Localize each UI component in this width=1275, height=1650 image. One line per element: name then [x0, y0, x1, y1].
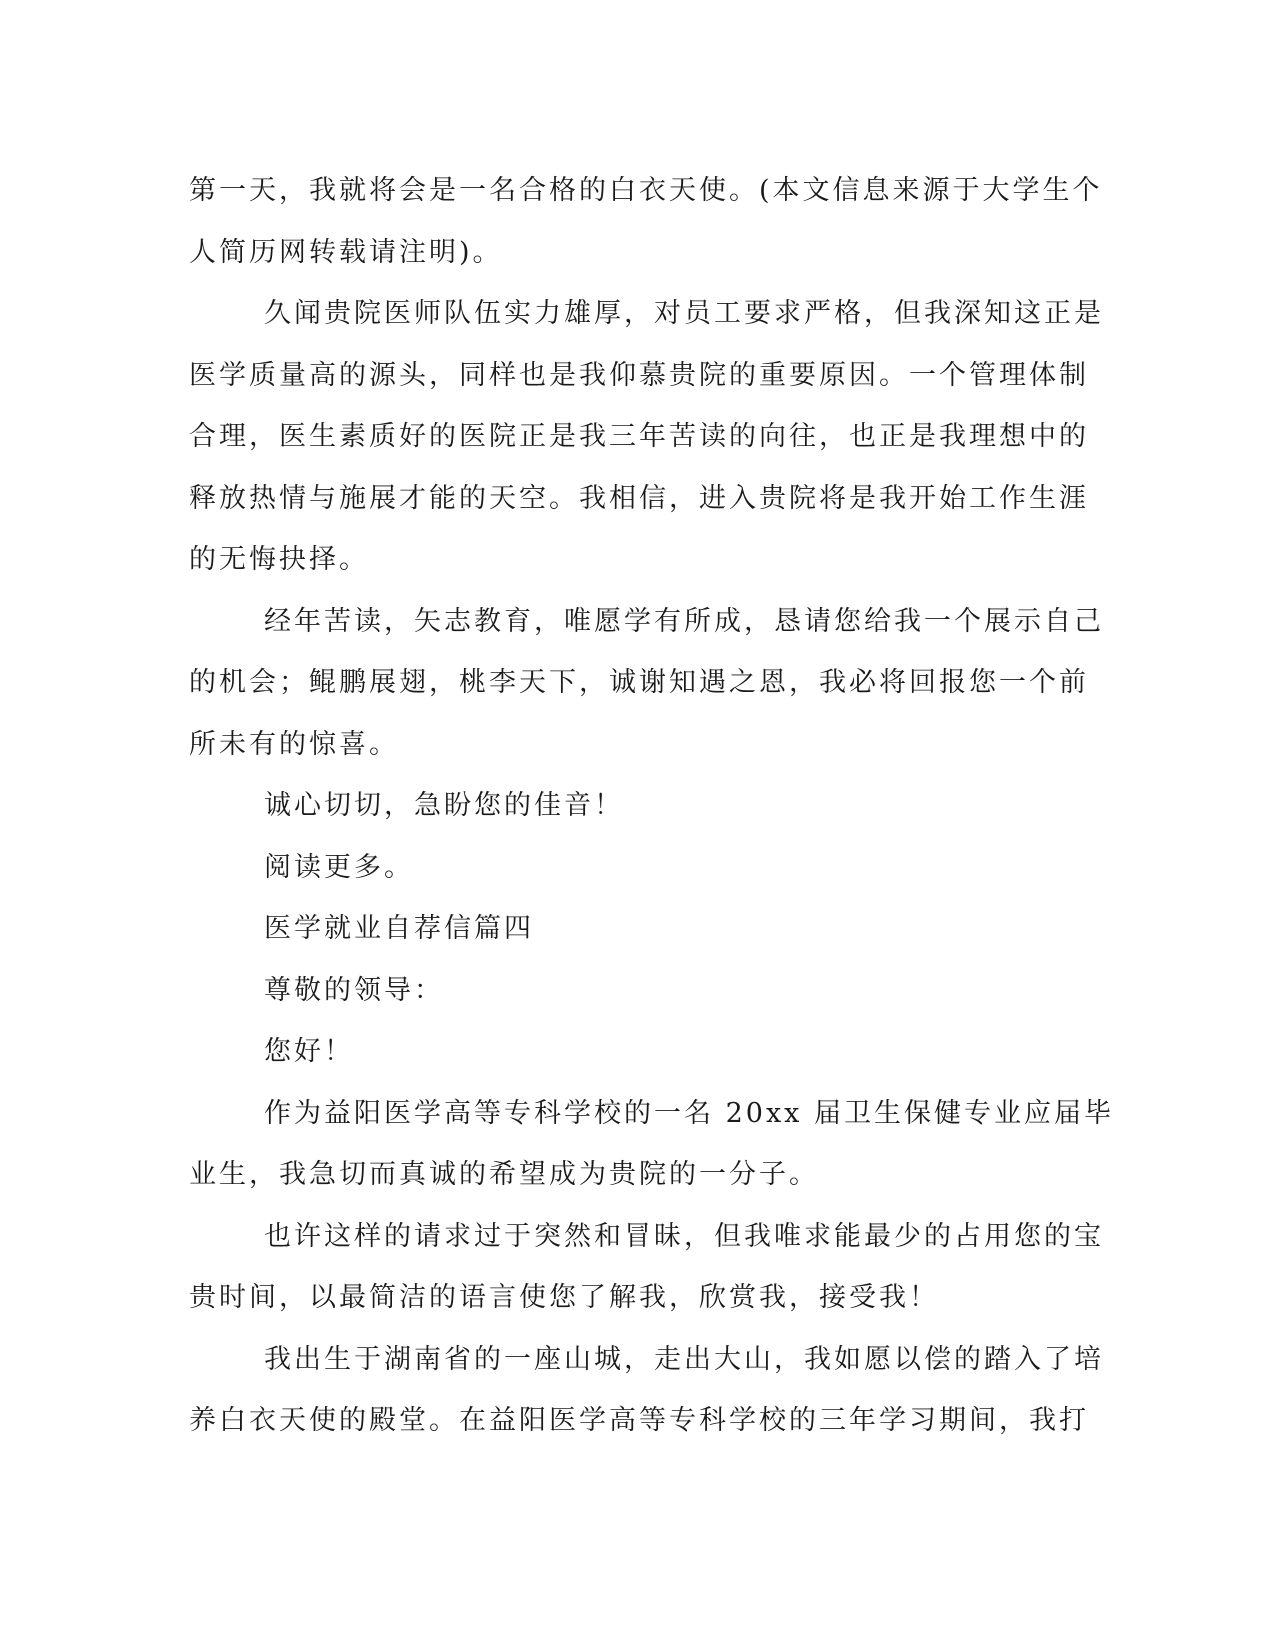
text-line: 合理，医生素质好的医院正是我三年苦读的向往，也正是我理想中的 [189, 421, 1089, 452]
section-heading: 医学就业自荐信篇四 [264, 913, 534, 944]
text-line: 释放热情与施展才能的天空。我相信，进入贵院将是我开始工作生涯 [189, 482, 1089, 514]
text-line: 养白衣天使的殿堂。在益阳医学高等专科学校的三年学习期间，我打 [189, 1405, 1089, 1436]
text-line: 人简历网转载请注明)。 [189, 236, 503, 268]
salutation: 尊敬的领导： [264, 974, 444, 1006]
read-more-text: 阅读更多。 [264, 851, 414, 883]
text-line: 的机会；鲲鹏展翅，桃李天下，诚谢知遇之恩，我必将回报您一个前 [189, 667, 1089, 698]
greeting: 您好！ [264, 1036, 354, 1067]
text-line: 贵时间，以最简洁的语言使您了解我，欣赏我，接受我！ [189, 1282, 939, 1313]
text-line: 所未有的惊喜。 [189, 728, 399, 760]
text-line: 我出生于湖南省的一座山城，走出大山，我如愿以偿的踏入了培 [264, 1343, 1104, 1375]
text-line: 经年苦读，矢志教育，唯愿学有所成，恳请您给我一个展示自己 [264, 605, 1104, 637]
text-line: 医学质量高的源头，同样也是我仰慕贵院的重要原因。一个管理体制 [189, 359, 1089, 391]
text-line: 诚心切切，急盼您的佳音！ [264, 790, 624, 821]
text-line: 的无悔抉择。 [189, 544, 369, 575]
text-line: 也许这样的请求过于突然和冒昧，但我唯求能最少的占用您的宝 [264, 1220, 1104, 1252]
text-line: 业生，我急切而真诚的希望成为贵院的一分子。 [189, 1159, 819, 1190]
text-line: 第一天，我就将会是一名合格的白衣天使。(本文信息来源于大学生个 [189, 175, 1103, 206]
text-line: 久闻贵院医师队伍实力雄厚，对员工要求严格，但我深知这正是 [264, 298, 1104, 329]
document-body [189, 160, 1114, 1452]
text-line: 作为益阳医学高等专科学校的一名 20xx 届卫生保健专业应届毕 [264, 1097, 1114, 1129]
